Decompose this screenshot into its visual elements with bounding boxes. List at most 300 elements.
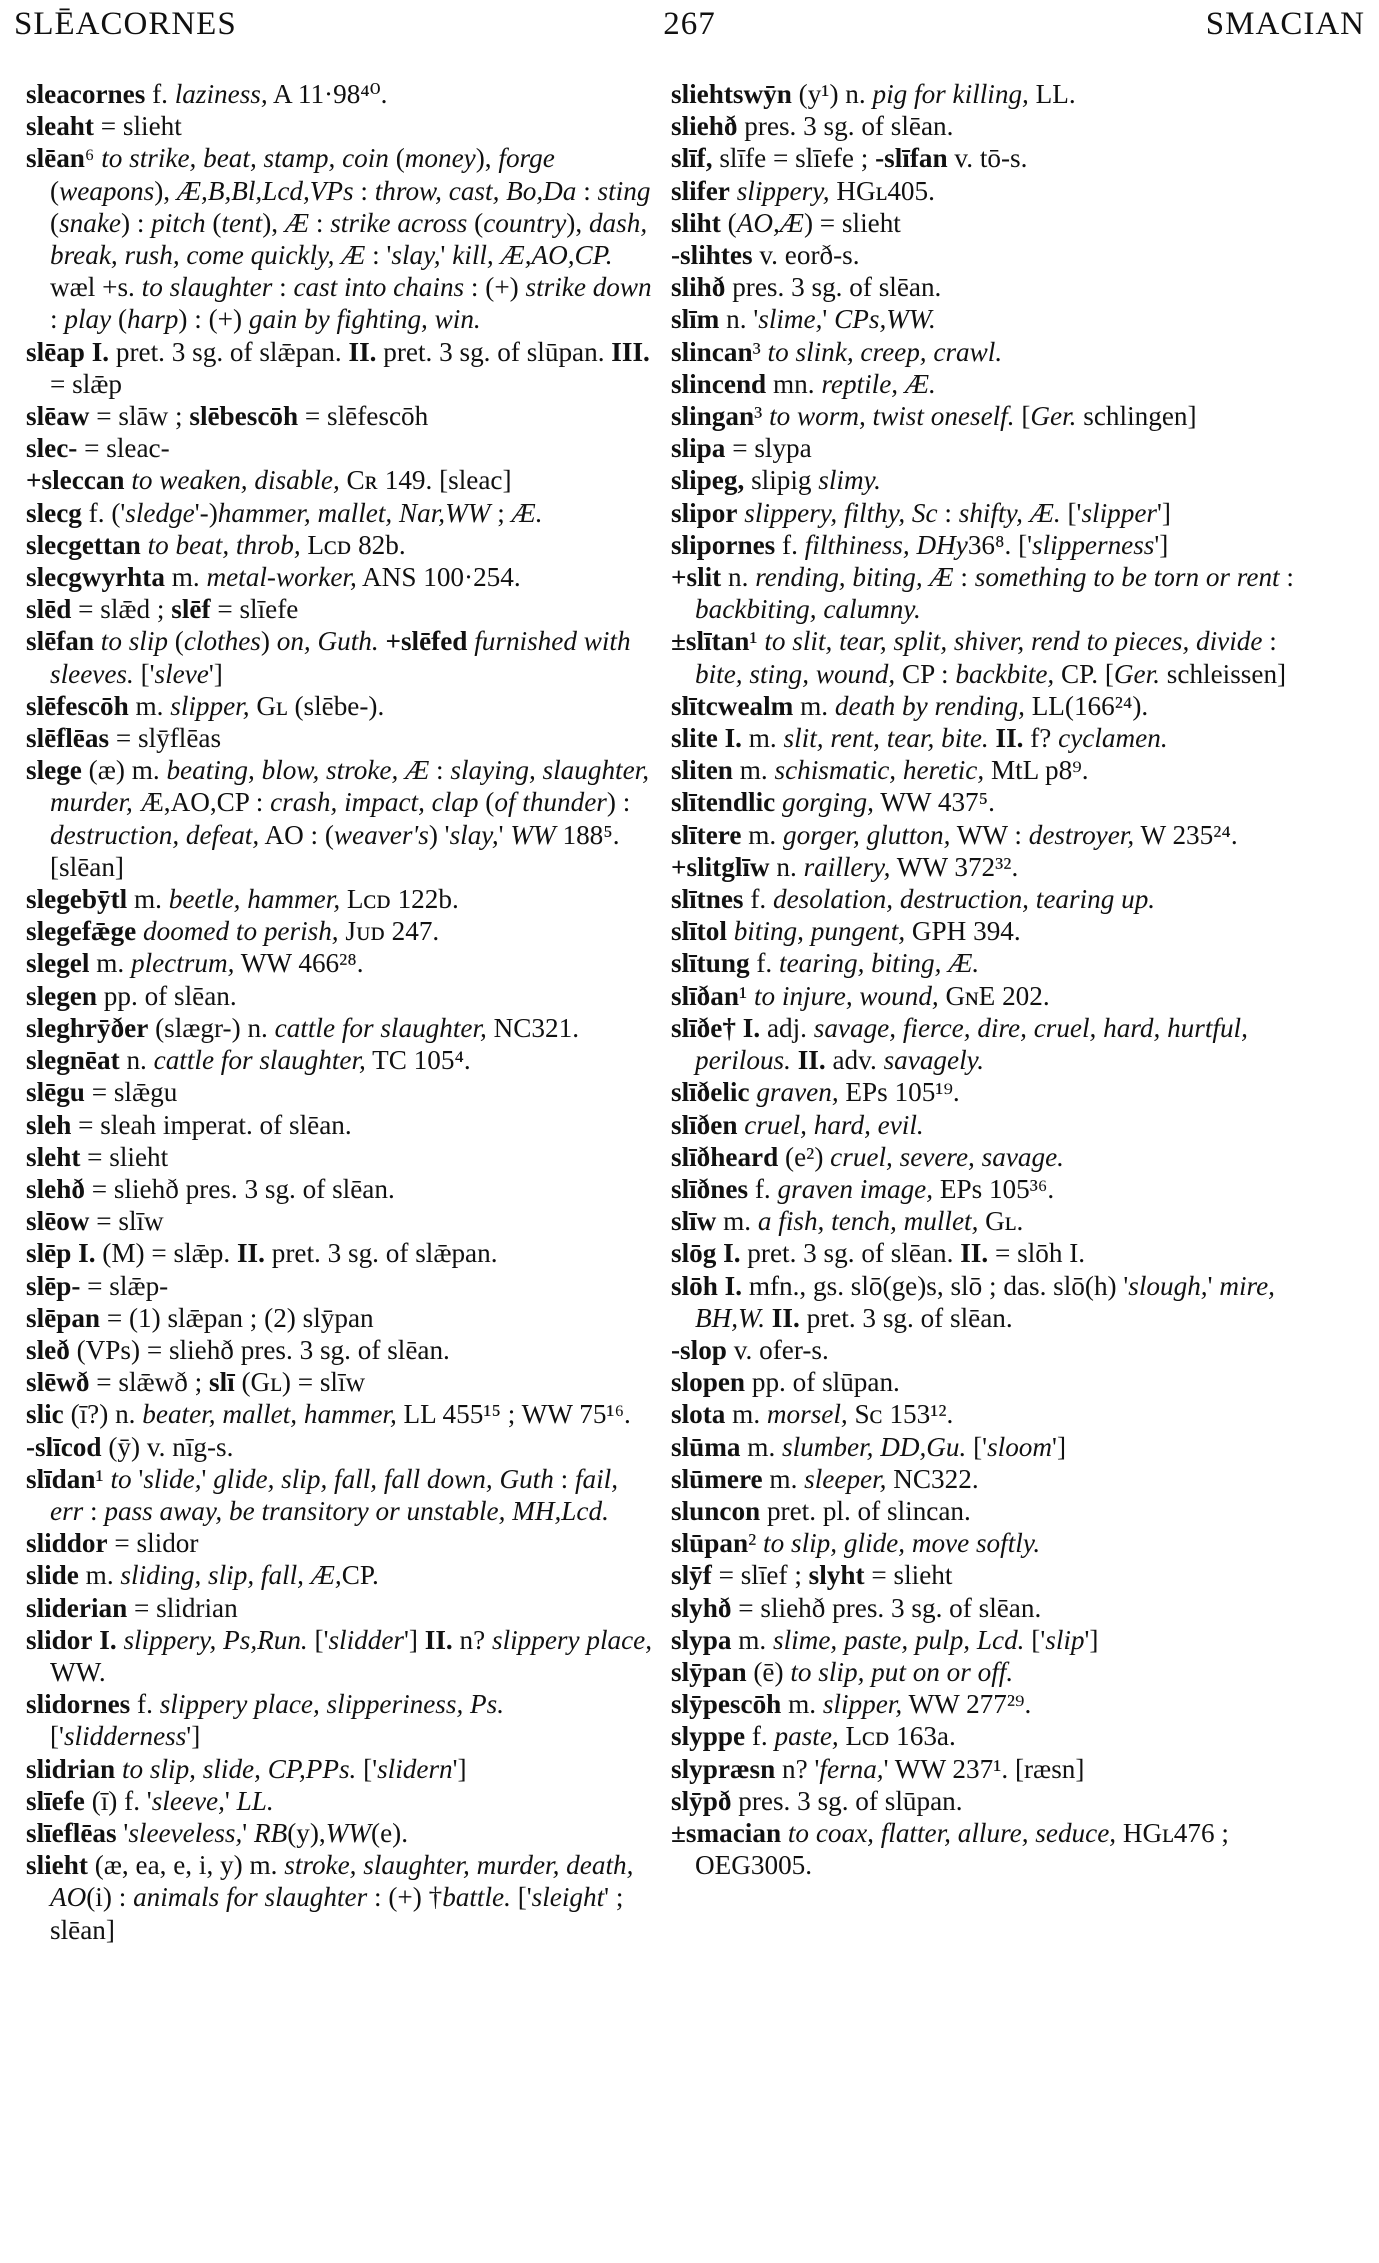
entry-text: pret. 3 sg. of slǣpan. [264,1238,498,1269]
gloss-text: strike across [330,207,468,238]
entry-text: = slypa [725,433,812,464]
dictionary-entry [671,1334,1307,1366]
dictionary-entry [671,1527,1307,1559]
entry-text: ' [242,1817,254,1848]
headword: slic [26,1399,64,1430]
dictionary-entry [26,110,654,142]
dictionary-entry [26,915,654,947]
headword: sleacornes [26,79,146,109]
gloss-text: WW [325,1817,372,1848]
entry-text: pp. of slūpan. [745,1367,900,1398]
entry-text: ' WW 237¹. [ræsn] [883,1753,1085,1784]
gloss-text: to slit, tear, split, shiver, rend to pieces, divide [764,626,1263,657]
gloss-text: sting [597,175,651,206]
gloss-text: to slip, glide, move softly. [763,1528,1041,1559]
entry-text: NC321. [486,1012,579,1043]
headword: slītung [671,948,750,979]
dictionary-entry [671,1076,1307,1108]
headword: slincan [671,336,753,367]
dictionary-entry [671,1785,1307,1817]
headword: slȳpð [671,1785,732,1816]
gloss-text: to slip, put on or off. [790,1656,1014,1687]
entry-text: (ȳ) v. nīg-s. [101,1431,234,1462]
gloss-text: furnished with sleeves. [50,626,631,689]
entry-text: '] [404,1624,425,1655]
gloss-text: to coax, flatter, allure, seduce, [787,1817,1117,1848]
gloss-text: to slaughter [141,272,273,303]
entry-text: : [576,175,598,206]
gloss-text: raillery, [803,851,891,882]
headword: +slitglīw [671,851,770,882]
entry-text: f. [748,1173,778,1204]
entry-text: pres. 3 sg. of slēan. [737,111,954,142]
entry-text: : [937,497,959,528]
entry-text: CP. [ [1054,658,1114,689]
headword: -slihtes [671,240,753,271]
headword: slȳf [671,1560,712,1591]
headword: sliten [671,755,733,786]
dictionary-entry [26,464,654,496]
gloss-text: slime, paste, pulp, Lcd. [773,1624,1025,1655]
entry-text: ' [116,1817,129,1848]
headword: sliehtswȳn [671,79,792,109]
headword: slecgettan [26,529,141,560]
headword: slecg [26,497,82,528]
entry-text: f. [775,529,805,560]
headword: slyht [808,1560,865,1591]
entry-text: '] [1154,529,1169,560]
dictionary-entry [671,819,1307,851]
headword: slūmere [671,1463,763,1494]
dictionary-entry [671,980,1307,1012]
entry-text: m. [716,1206,758,1237]
entry-text: ¹ [739,980,754,1011]
dictionary-entry [671,303,1307,335]
entry-text [791,1045,798,1075]
left-column [26,78,654,1946]
entry-text: AO : ( [259,819,334,850]
gloss-text: clothes [183,626,261,657]
gloss-text: ferna, [819,1753,884,1784]
entry-text: = sleah imperat. of slēan. [71,1109,352,1140]
dictionary-entry [26,980,654,1012]
entry-text: m. [732,755,775,786]
dictionary-entry [671,1753,1307,1785]
headword: slīðen [671,1109,738,1140]
dictionary-entry [671,1688,1307,1720]
entry-text: LL 455¹⁵ ; WW 75¹⁶. [396,1399,631,1430]
entry-text: pret. 3 sg. of slēan. [799,1302,1013,1333]
entry-text: adj. [760,1012,814,1043]
gloss-text: glide, slip, fall, fall down, Guth [213,1463,554,1494]
entry-text: = slīw [89,1206,164,1237]
gloss-text: slaying, slaughter, murder, [50,755,650,818]
entry-text: Lᴄᴅ 163a. [838,1721,956,1752]
headword: slopen [671,1367,746,1398]
gloss-text: fail, err [50,1463,619,1526]
dictionary-entry [26,497,654,529]
gloss-text: sleeper, [804,1463,887,1494]
headword: slēp I. [26,1238,96,1269]
gloss-text: sleve [154,658,209,689]
headword: slecgwyrhta [26,562,165,593]
running-head-first-word: SLĒACORNES [14,6,237,42]
dictionary-entry [26,1592,654,1624]
gloss-text: money [404,143,476,174]
entry-text: = slidrian [127,1592,238,1623]
gloss-text: sliding, slip, fall, Æ, [120,1560,342,1591]
entry-text: m. [762,1463,805,1494]
headword: -slīcod [26,1431,102,1462]
gloss-text: dash, break, rush, come quickly, Æ [50,207,648,271]
dictionary-entry [26,1624,654,1688]
dictionary-entry [671,1624,1307,1656]
dictionary-entry [26,336,654,400]
headword: slidrian [26,1753,116,1784]
entry-text: slīfe = slīefe ; [712,143,876,174]
entry-text: CP : [895,658,956,689]
entry-text: ), [475,143,499,174]
entry-text: m. [741,819,783,850]
headword: slegnēat [26,1045,120,1076]
dictionary-entry [26,1044,654,1076]
gloss-text: to slip, slide, CP,PPs. [121,1753,357,1784]
headword: slīdan [26,1463,96,1494]
entry-text: m. [725,1399,767,1430]
dictionary-entry [26,1849,654,1946]
headword: sleht [26,1141,81,1172]
entry-text: v. ofer-s. [726,1334,829,1365]
gloss-text: sleeveless, [128,1817,243,1848]
entry-text: = slieht [93,111,182,142]
dictionary-entry [671,1173,1307,1205]
headword: +slēfed [385,626,468,657]
gloss-text: pitch [151,207,206,238]
entry-text: (slægr-) n. [148,1012,275,1043]
gloss-text: WW [510,819,556,850]
dictionary-entry [671,110,1307,142]
right-column [671,78,1307,1881]
dictionary-entry [26,1463,654,1527]
entry-text: v. tō-s. [947,143,1028,174]
entry-text: n. [769,851,804,882]
entry-text: ² [748,1528,764,1559]
gloss-text: Æ,B,Bl,Lcd,VPs [176,175,354,206]
entry-text: Lᴄᴅ 82b. [300,529,406,560]
dictionary-entry [671,1463,1307,1495]
entry-text: : [953,562,975,593]
dictionary-entry [671,561,1307,625]
headword: slīðnes [671,1173,749,1204]
gloss-text: graven image, [777,1173,934,1204]
gloss-text: weaver's [333,819,429,850]
entry-text: ( [111,304,128,335]
gloss-text: gorger, glutton, [783,819,951,850]
headword: slīeflēas [26,1817,117,1848]
entry-text: = slieht [80,1141,169,1172]
running-head-last-word: SMACIAN [1205,6,1365,42]
gloss-text: pig for killing, [872,79,1029,109]
entry-text: n. [721,562,756,593]
entry-text: n? ' [775,1753,820,1784]
dictionary-entry [26,1398,654,1430]
entry-text: '] [452,1753,467,1784]
entry-text [775,787,782,817]
entry-text: [' [50,1721,64,1752]
gloss-text: play [64,304,112,335]
gloss-text: slipper, [170,690,250,721]
headword: ±smacian [671,1817,782,1848]
dictionary-entry [671,1270,1307,1334]
gloss-text: bite, sting, wound, [695,658,896,689]
entry-text: TC 105⁴. [365,1045,471,1076]
headword: slēaw [26,401,90,432]
entry-text: = slōh I. [988,1238,1086,1269]
gloss-text: forge [498,143,555,174]
gloss-text: slidern [377,1753,453,1784]
entry-text: ), [566,207,589,238]
entry-text: LL. [1028,79,1076,109]
dictionary-entry [671,947,1307,979]
entry-text: Jᴜᴅ 247. [338,916,440,947]
dictionary-entry [671,529,1307,561]
dictionary-entry [671,497,1307,529]
dictionary-entry [671,754,1307,786]
entry-text: f. [749,948,780,979]
headword: slegel [26,948,90,979]
dictionary-entry [671,239,1307,271]
entry-text: ) : [120,207,152,238]
dictionary-entry [26,883,654,915]
entry-text: Lᴄᴅ 122b. [340,884,459,915]
gloss-text: doomed to perish, [143,916,339,947]
entry-text: f. (' [81,497,126,528]
gloss-text: gain by fighting, win. [248,304,481,335]
entry-text: I. [99,1624,117,1655]
headword: slēan [26,143,85,174]
entry-text: '] [1052,1431,1066,1462]
entry-text [781,1818,788,1848]
entry-text: GPH 394. [905,916,1021,947]
gloss-text: to [110,1463,132,1494]
dictionary-entry [26,690,654,722]
entry-text: CP. [341,1560,379,1591]
gloss-text: RB [254,1817,288,1848]
entry-text: (i) : [86,1882,134,1913]
entry-text: (ī?) n. [63,1399,143,1430]
entry-text: : [309,207,331,238]
entry-text: [' [133,658,155,689]
entry-text: pres. 3 sg. of slēan. [725,272,942,303]
dictionary-entry [671,1720,1307,1752]
entry-text: pret. pl. of slincan. [760,1495,971,1526]
headword: slūpan [671,1528,749,1559]
entry-text: f. [745,1721,775,1752]
entry-text: (æ, ea, e, i, y) m. [87,1850,285,1881]
entry-text: '] [1156,497,1171,528]
headword: slegen [26,980,97,1011]
entry-text: III. [611,336,650,367]
dictionary-entry [26,142,654,335]
entry-text: A 11·98⁴⁰. [267,79,388,109]
entry-text: II. [797,1045,826,1076]
gloss-text: to weaken, disable, [131,465,340,496]
entry-text: = slieht [864,1560,953,1591]
entry-text: adv. [825,1045,884,1076]
dictionary-entry [671,1205,1307,1237]
entry-text: W 235²⁴. [1134,819,1238,850]
headword: sliht [671,207,721,238]
entry-text: ( [478,787,495,818]
page-number: 267 [663,6,716,42]
entry-text: : (+) [464,272,526,303]
gloss-text: slumber, DD,Gu. [782,1431,967,1462]
entry-text: f. [130,1689,160,1720]
entry-text: ( [205,207,222,238]
gloss-text: CPs,WW. [834,304,936,335]
entry-text: ( [168,626,184,657]
gloss-text: slipper, [822,1689,903,1720]
gloss-text: slippery, filthy, Sc [744,497,938,528]
entry-text: : (+) † [367,1882,443,1913]
entry-text: WW 277²⁹. [902,1689,1032,1720]
gloss-text: mire, BH,W. [695,1270,1275,1333]
entry-text: m. [741,723,784,754]
gloss-text: to slink, creep, crawl. [767,336,1003,367]
entry-text: ' [440,240,453,271]
entry-text: '] [208,658,223,689]
headword: slidor [26,1624,93,1655]
headword: sluncon [671,1495,761,1526]
gloss-text: slime, [758,304,823,335]
headword: sleð [26,1334,70,1365]
headword: slingan [671,401,755,432]
gloss-text: cruel, severe, savage. [830,1141,1064,1172]
gloss-text: slay, [391,240,441,271]
dictionary-entry [671,915,1307,947]
dictionary-entry [671,1398,1307,1430]
entry-text: schleissen] [1160,658,1287,689]
dictionary-entry [671,1559,1307,1591]
gloss-text: crash, impact, clap [270,787,479,818]
entry-text: mn. [766,368,822,399]
gloss-text: slay, [449,819,499,850]
entry-text: HGʟ476 ; OEG3005. [695,1817,1229,1881]
entry-text: [' [356,1753,378,1784]
entry-text: ¹ [749,626,765,657]
entry-text [115,1754,122,1784]
entry-text: ³ [752,336,768,367]
gloss-text: animals for slaughter [133,1882,368,1913]
gloss-text: slip [1045,1624,1085,1655]
gloss-text: to injure, wound, [753,980,939,1011]
dictionary-entry [671,78,1307,110]
gloss-text: slippery, Ps,Run. [123,1624,308,1655]
headword: slipornes [671,529,776,560]
headword: slyppe [671,1721,746,1752]
entry-text: II. [771,1302,800,1333]
dictionary-entry [26,1785,654,1817]
entry-text: slipig [744,465,819,496]
gloss-text: cast into chains [293,272,465,303]
dictionary-entry [671,271,1307,303]
entry-text: f. [743,884,773,915]
headword: +sleccan [26,465,125,496]
gloss-text: strike down [525,272,652,303]
dictionary-entry [671,400,1307,432]
gloss-text: reptile, Æ. [821,368,936,399]
entry-text: ) : (+) [178,304,249,335]
headword: slēgu [26,1077,85,1108]
entry-text: (ē) [746,1656,791,1687]
gloss-text: battle. [442,1882,511,1913]
entry-text: ' [822,304,835,335]
entry-text [141,530,148,560]
entry-text: 36⁸. [' [967,529,1033,560]
headword: slehð [26,1173,85,1204]
headword: slege [26,755,82,786]
dictionary-entry [26,754,654,883]
entry-text: [' [1024,1624,1046,1655]
entry-text: = slǣp- [80,1270,169,1301]
dictionary-entry [26,1302,654,1334]
entry-text: = slīef ; [711,1560,809,1591]
headword: slēd [26,594,72,625]
headword: slēf [171,594,211,625]
running-head [14,6,1365,46]
headword: slī [209,1367,235,1398]
entry-text: m. [781,1689,823,1720]
gloss-text: to strike, beat, stamp, coin [101,143,389,174]
headword: -slop [671,1334,727,1365]
headword: slec- [26,433,78,464]
gloss-text: metal-worker, [206,562,357,593]
entry-text: f. [145,79,175,109]
gloss-text: on, Guth. [276,626,379,657]
entry-text [765,1303,772,1333]
headword: slota [671,1399,726,1430]
headword: slīðheard [671,1141,779,1172]
dictionary-entry [26,432,654,464]
dictionary-entry [26,1334,654,1366]
dictionary-entry [671,1012,1307,1076]
gloss-text: kill, Æ,AO,CP. [452,240,613,271]
headword: sliehð [671,111,738,142]
entry-text: (M) = slǣp. [95,1238,237,1269]
entry-text: Cʀ 149. [sleac] [339,465,512,496]
entry-text: ( [720,207,737,238]
headword: slypa [671,1624,732,1655]
entry-text: ' [201,1463,214,1494]
dictionary-entry [671,368,1307,400]
gloss-text: sledge [125,497,195,528]
entry-text: ³ [754,401,770,432]
entry-text: n. [119,1045,154,1076]
gloss-text: laziness, [174,79,268,109]
entry-text: WW 372³². [890,851,1019,882]
entry-text: ), [154,175,177,206]
entry-text: '] [1084,1624,1099,1655]
headword: slōh I. [671,1270,743,1301]
entry-text: II. [348,336,377,367]
gloss-text: sloom [987,1431,1053,1462]
entry-text [94,626,101,656]
entry-text: ( [50,207,60,238]
gloss-text: slippery, [736,175,830,206]
gloss-text: slimy. [818,465,881,496]
entry-text: : [429,755,451,786]
headword: slipor [671,497,738,528]
